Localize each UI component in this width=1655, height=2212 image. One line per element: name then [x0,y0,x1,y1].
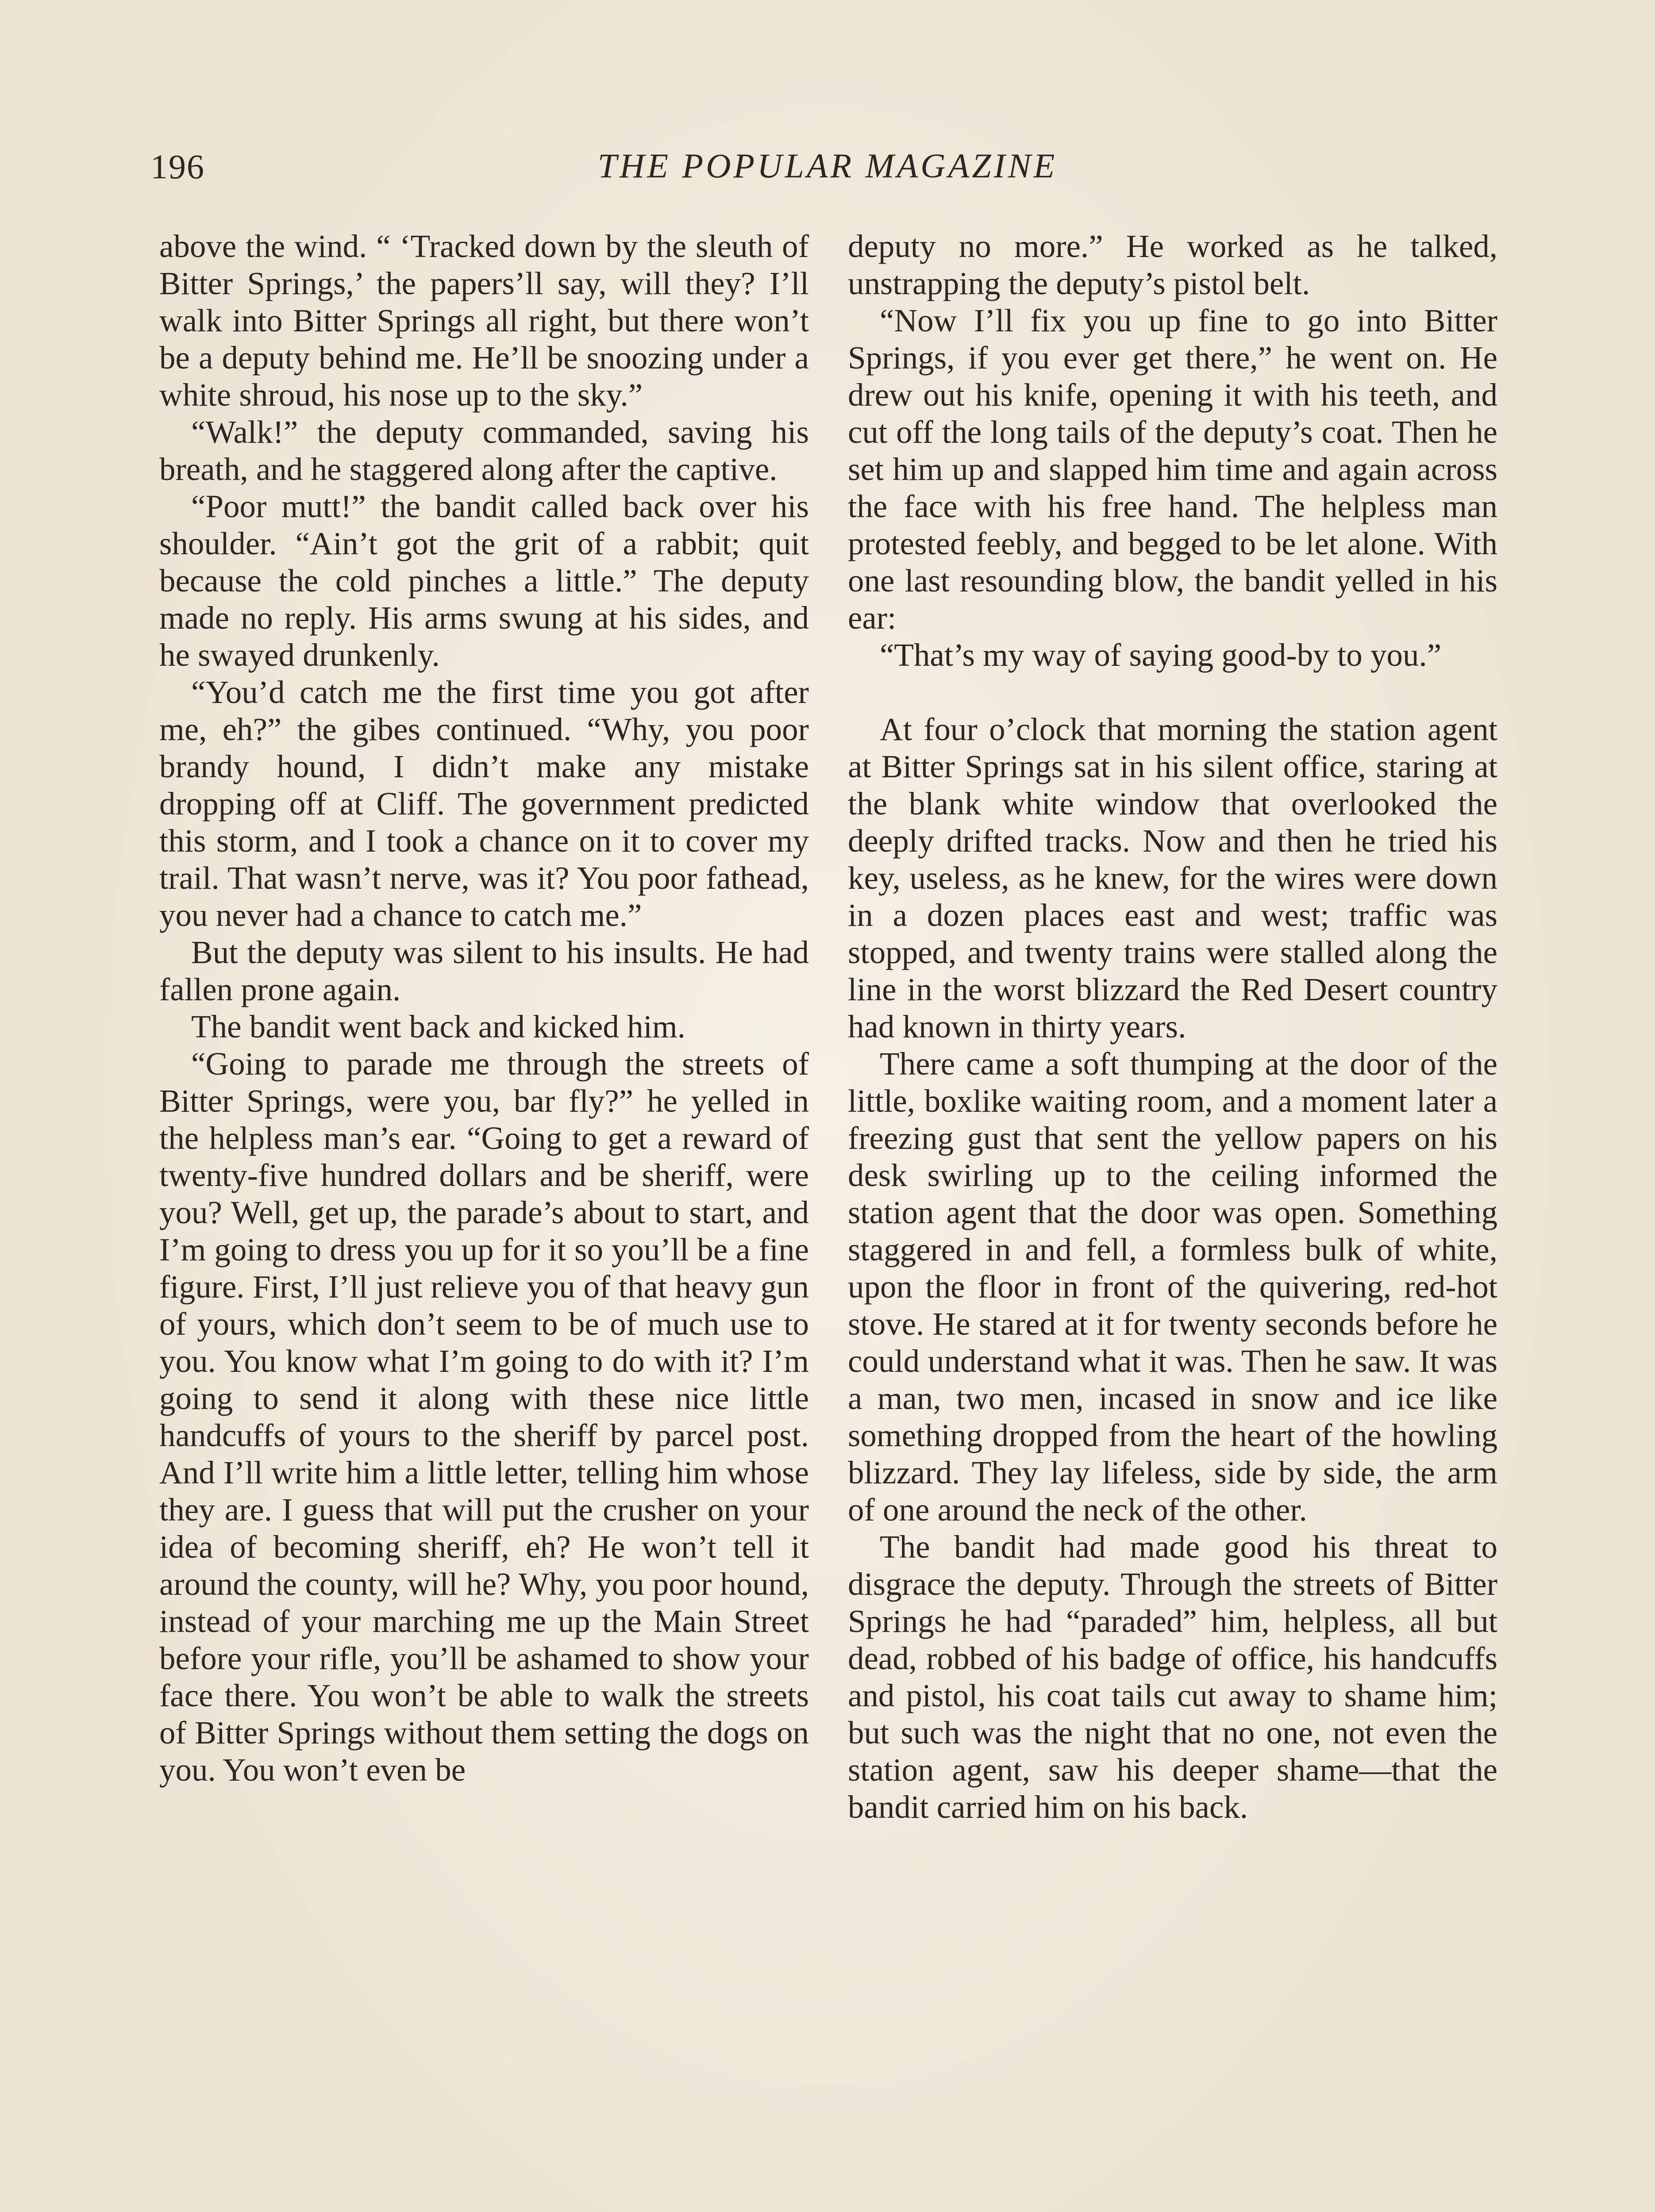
page-number: 196 [150,147,205,186]
paragraph: “Going to parade me through the streets of Bitter Springs, were you, bar fly?” he yelled in the helpless man’s ear. “Going to get a reward of twenty-five hundred dollars and be sheriff, were you? Well, get up, the parade’s about to start, and I’m going to dress you up for it so you’ll be a fine figure. First, I’ll just relieve you of that heavy gun of yours, which don’t seem to be of much use to you. You know what I’m going to do with it? I’m going to send it along with these nice little handcuffs of yours to the sheriff by parcel post. And I’ll write him a little letter, telling him whose they are. I guess that will put the crusher on your idea of becoming sheriff, eh? He won’t tell it around the county, will he? Why, you poor hound, instead of your marching me up the Main Street before your rifle, you’ll be ashamed to show your face there. You won’t be able to walk the streets of Bitter Springs without them setting the dogs on you. You won’t even be [159,1046,809,1788]
running-head-title: THE POPULAR MAGAZINE [597,146,1058,185]
paragraph: “Walk!” the deputy commanded, saving his breath, and he staggered along after the captive. [159,414,809,487]
right-column [848,228,1497,1826]
paragraph: There came a soft thumping at the door of the little, boxlike waiting room, and a moment later a freezing gust that sent the yellow papers on his desk swirling up to the ceiling informed the station agent that the door was open. Something staggered in and fell, a formless bulk of white, upon the floor in front of the quivering, red-hot stove. He stared at it for twenty seconds before he could understand what it was. Then he saw. It was a man, two men, incased in snow and ice like something dropped from the heart of the howling blizzard. They lay lifeless, side by side, the arm of one around the neck of the other. [848,1046,1497,1528]
paragraph: “You’d catch me the first time you got after me, eh?” the gibes continued. “Why, you poor brandy hound, I didn’t make any mistake dropping off at Cliff. The government predicted this storm, and I took a chance on it to cover my trail. That wasn’t nerve, was it? You poor fathead, you never had a chance to catch me.” [159,674,809,933]
paragraph: deputy no more.” He worked as he talked, unstrapping the deputy’s pistol belt. [848,228,1497,301]
paragraph: “Poor mutt!” the bandit called back over his shoulder. “Ain’t got the grit of a rabbit; quit because the cold pinches a little.” The deputy made no reply. His arms swung at his sides, and he swayed drunkenly. [159,488,809,673]
paragraph-section-start: At four o’clock that morning the station agent at Bitter Springs sat in his silent office, staring at the blank white window that overlooked the deeply drifted tracks. Now and then he tried his key, useless, as he knew, for the wires were down in a dozen places east and west; traffic was stopped, and twenty trains were stalled along the line in the worst blizzard the Red Desert country had known in thirty years. [848,711,1497,1045]
left-column [159,228,809,1789]
paragraph: But the deputy was silent to his insults. He had fallen prone again. [159,934,809,1007]
paragraph: above the wind. “ ‘Tracked down by the sleuth of Bitter Springs,’ the papers’ll say, will they? I’ll walk into Bitter Springs all right, but there won’t be a deputy behind me. He’ll be snoozing under a white shroud, his nose up to the sky.” [159,228,809,413]
paragraph: The bandit had made good his threat to disgrace the deputy. Through the streets of Bitter Springs he had “paraded” him, helpless, all but dead, robbed of his badge of office, his handcuffs and pistol, his coat tails cut away to shame him; but such was the night that no one, not even the station agent, saw his deeper shame—that the bandit carried him on his back. [848,1529,1497,1825]
paragraph: The bandit went back and kicked him. [191,1009,685,1045]
paragraph: “Now I’ll fix you up fine to go into Bitter Springs, if you ever get there,” he went on. He drew out his knife, opening it with his teeth, and cut off the long tails of the deputy’s coat. Then he set him up and slapped him time and again across the face with his free hand. The helpless man protested feebly, and begged to be let alone. With one last resounding blow, the bandit yelled in his ear: [848,303,1497,636]
paragraph: “That’s my way of saying good-by to you.” [880,637,1442,673]
